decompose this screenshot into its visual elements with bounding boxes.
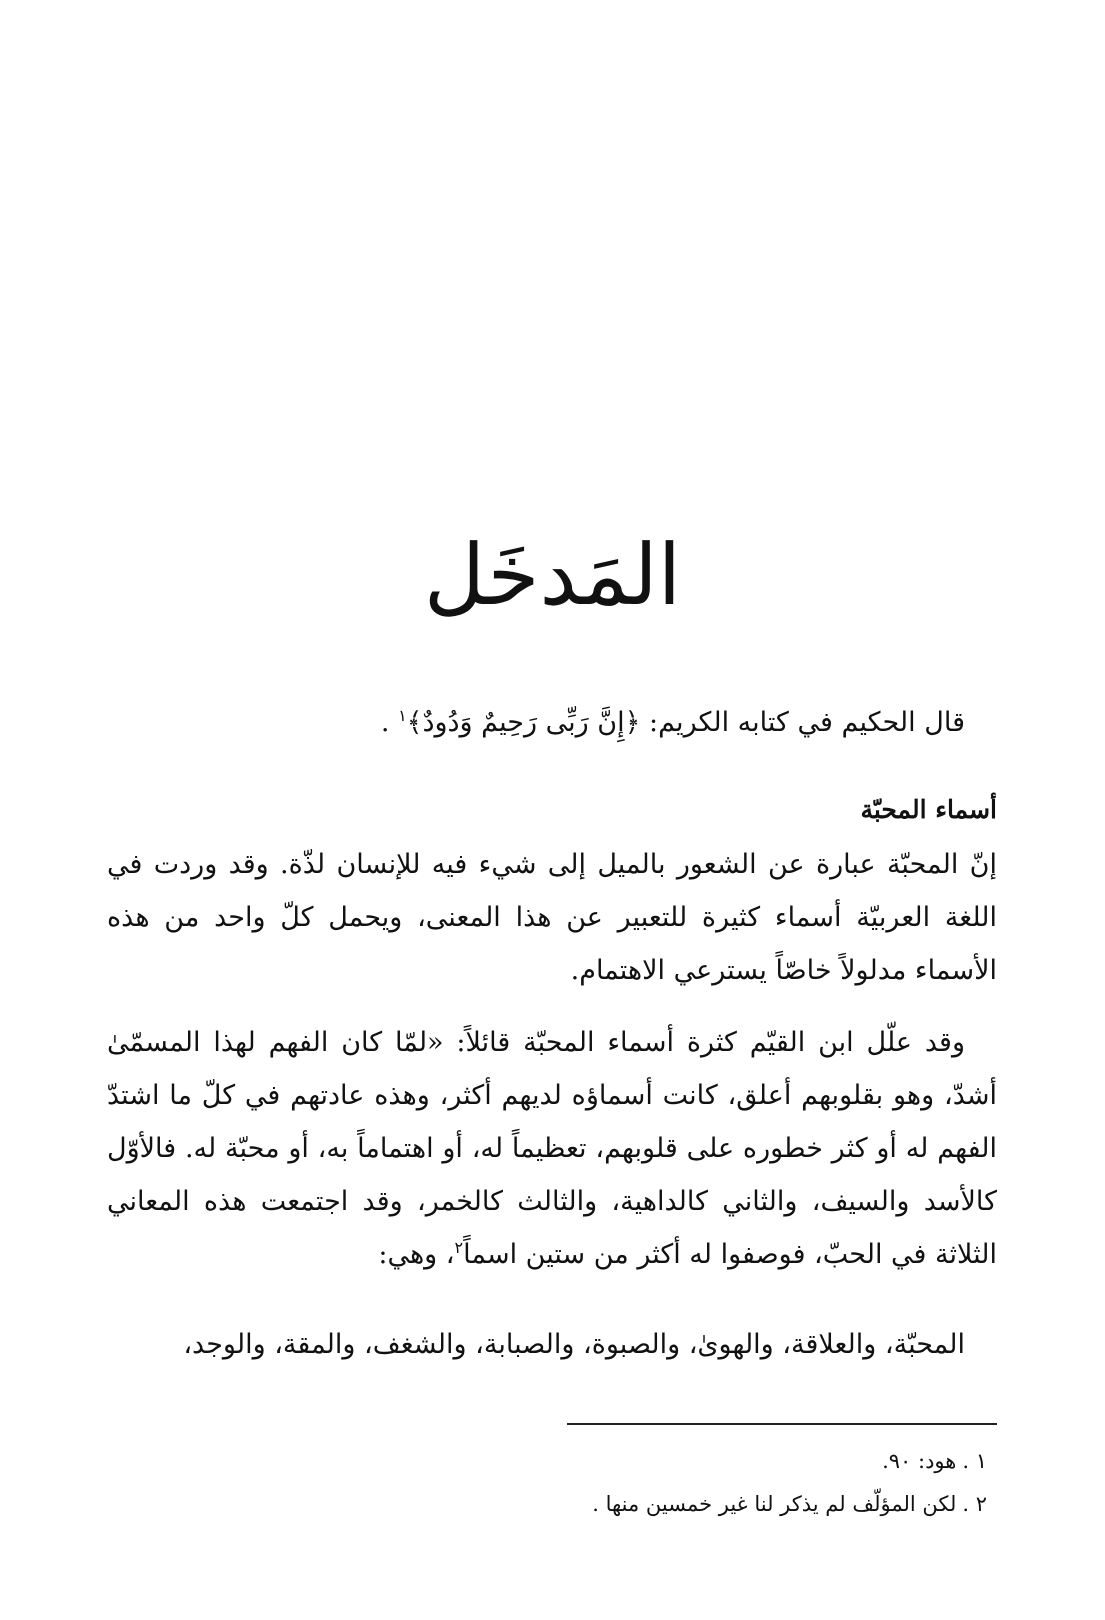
verse-text: قال الحكيم في كتابه الكريم: ﴿إِنَّ رَبِّى رَحِيمٌ وَدُودٌ﴾ [406,707,965,738]
footnote-divider [567,1423,997,1425]
footnote-2 [287,1483,987,1526]
footnotes [287,1440,987,1526]
section-heading: أسماء المحبّة [860,795,997,824]
paragraph-quote-tail: ، وهي: [378,1239,455,1270]
footnote-text: لكن المؤلّف لم يذكر لنا غير خمسين منها . [592,1492,957,1516]
paragraph-names-list: المحبّة، والعلاقة، والهوىٰ، والصبوة، والصبابة، والشغف، والمقة، والوجد، [183,1329,965,1360]
footnote-ref-2[interactable]: ٢ [454,1238,464,1257]
opening-verse [105,696,965,749]
footnote-text: هود: ٩٠. [882,1449,957,1473]
footnote-ref-1[interactable]: ١ [398,706,407,725]
paragraph-ibn-qayyim-quote [107,1016,997,1281]
footnote-number: ٢ . [962,1492,987,1516]
paragraph-definition: إنّ المحبّة عبارة عن الشعور بالميل إلى شيء فيه للإنسان لذّة. وقد وردت في اللغة العربيّة أسماء كثيرة للتعبير عن هذا المعنى، ويحمل كلّ واحد من هذه الأسماء مدلولاً خاصّاً يسترعي الاهتمام. [107,849,997,986]
verse-end: . [380,707,390,738]
chapter-title: المَدخَل [423,526,682,624]
footnote-number: ١ . [962,1449,987,1473]
paragraph-quote-text: وقد علّل ابن القيّم كثرة أسماء المحبّة قائلاً: «لمّا كان الفهم لهذا المسمّىٰ أشدّ، وهو بقلوبهم أعلق، كانت أسماؤه لديهم أكثر، وهذه عادتهم في كلّ ما اشتدّ الفهم له أو كثر خطوره على قلوبهم، تعظيماً له، أو اهتماماً به، أو محبّة له. فالأوّل كالأسد والسيف، والثاني كالداهية، والثالث كالخمر، وقد اجتمعت هذه المعاني الثلاثة في الحبّ، فوصفوا له أكثر من ستين اسماً [107,1027,997,1270]
footnote-1 [287,1440,987,1483]
